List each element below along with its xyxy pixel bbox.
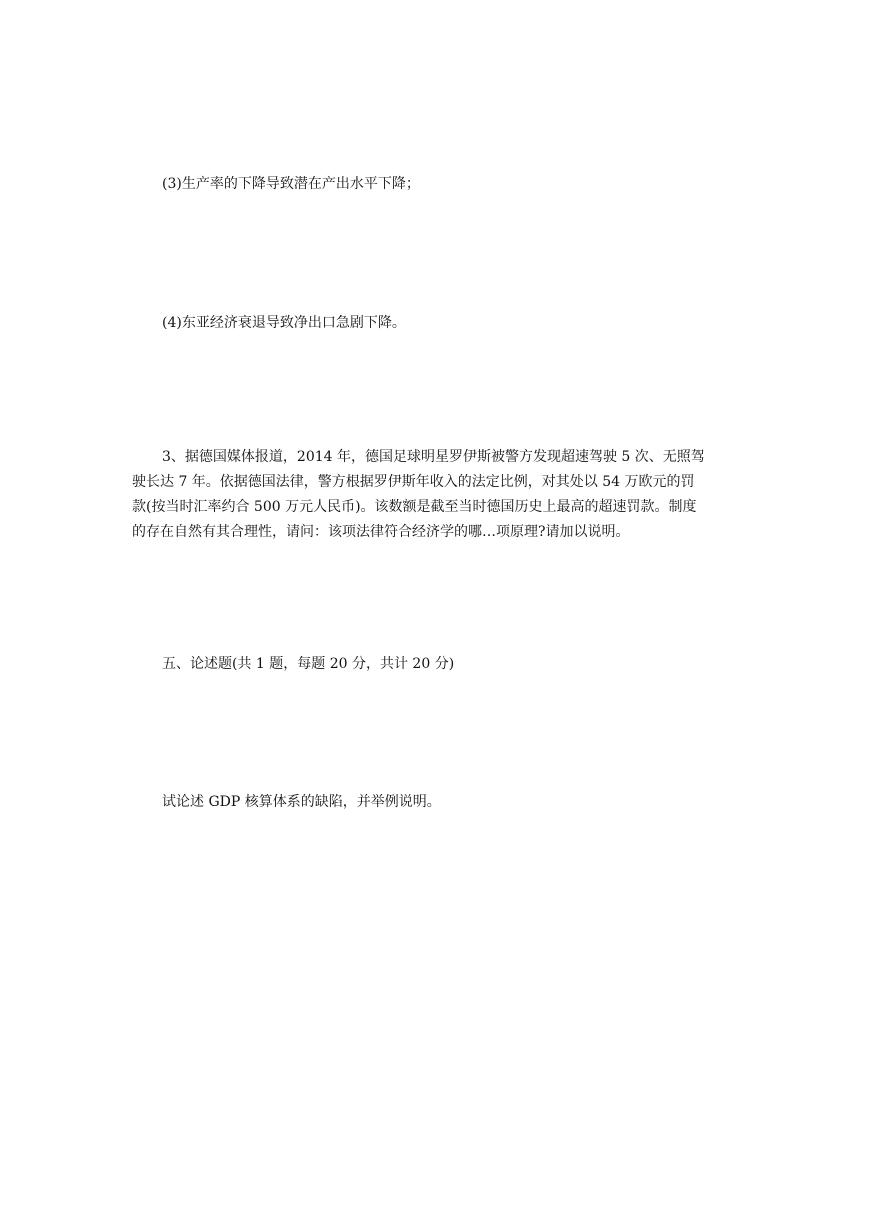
answer-item-3: (3)生产率的下降导致潜在产出水平下降； — [162, 176, 420, 192]
question-3-paragraph — [132, 447, 742, 547]
section-5-heading: 五、论述题(共 1 题，每题 20 分，共计 20 分) — [162, 656, 455, 672]
question-3-line-3: 款(按当时汇率约合 500 万元人民币)。该数额是截至当时德国历史上最高的超速罚款。制度 — [132, 499, 697, 515]
question-3-line-1: 3、据德国媒体报道，2014 年，德国足球明星罗伊斯被警方发现超速驾驶 5 次、无照驾 — [162, 449, 705, 465]
essay-question: 试论述 GDP 核算体系的缺陷，并举例说明。 — [162, 794, 441, 810]
question-3-line-2: 驶长达 7 年。依据德国法律，警方根据罗伊斯年收入的法定比例，对其处以 54 万欧元的罚 — [132, 474, 695, 490]
question-3-line-4: 的存在自然有其合理性，请问：该项法律符合经济学的哪…项原理?请加以说明。 — [132, 524, 630, 540]
answer-item-4: (4)东亚经济衰退导致净出口急剧下降。 — [162, 315, 406, 331]
